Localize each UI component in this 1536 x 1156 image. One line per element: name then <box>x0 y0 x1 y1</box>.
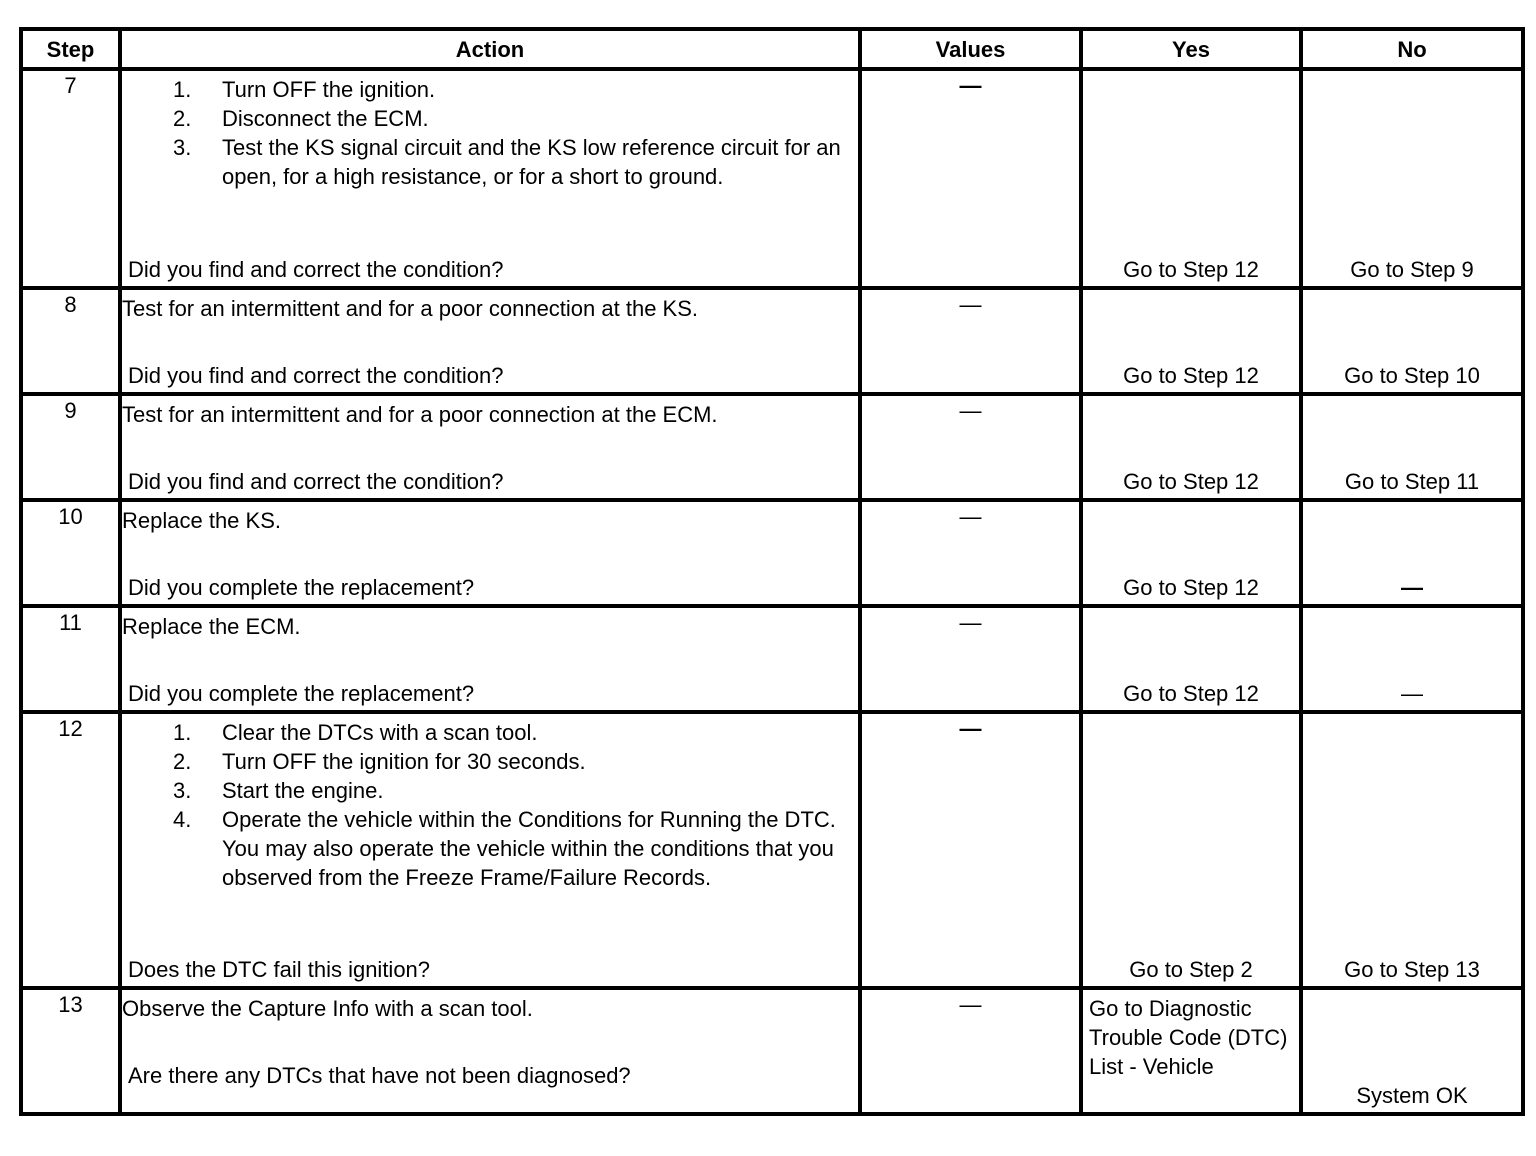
yes-cell <box>1081 606 1301 712</box>
no-cell <box>1301 988 1523 1114</box>
action-question: Does the DTC fail this ignition? <box>128 957 431 982</box>
no-link: System OK <box>1356 1083 1468 1108</box>
no-cell <box>1301 500 1523 606</box>
table-row <box>21 712 1523 988</box>
step-number: 12 <box>21 712 120 988</box>
header-step: Step <box>21 29 120 69</box>
step-number: 13 <box>21 988 120 1114</box>
yes-link: Go to Step 12 <box>1123 575 1259 600</box>
table-row <box>21 500 1523 606</box>
no-link: Go to Step 11 <box>1344 469 1480 494</box>
action-step-item: 2. Disconnect the ECM. <box>173 106 429 131</box>
action-question: Are there any DTCs that have not been diagnosed? <box>128 1063 631 1088</box>
action-steps-list <box>122 718 858 892</box>
action-cell <box>120 500 860 606</box>
action-question: Did you find and correct the condition? <box>128 469 504 494</box>
action-cell <box>120 288 860 394</box>
step-number: 8 <box>21 288 120 394</box>
action-step-item: 4. Operate the vehicle within the Conditions for Running the DTC. You may also operate the vehicle within the conditions that you observed from the Freeze Frame/Failure Records. <box>173 807 836 890</box>
no-cell <box>1301 712 1523 988</box>
step-number: 11 <box>21 606 120 712</box>
step-number: 7 <box>21 69 120 288</box>
action-text: Replace the KS. <box>122 508 281 533</box>
header-row <box>21 29 1523 69</box>
no-cell <box>1301 606 1523 712</box>
action-text: Observe the Capture Info with a scan tool. <box>122 996 533 1021</box>
values-cell: — <box>860 500 1081 606</box>
no-link: Go to Step 9 <box>1350 257 1474 282</box>
yes-link: Go to Step 12 <box>1123 257 1259 282</box>
action-cell <box>120 712 860 988</box>
table-row <box>21 288 1523 394</box>
action-question: Did you find and correct the condition? <box>128 363 504 388</box>
values-cell: — <box>860 69 1081 288</box>
values-cell: — <box>860 712 1081 988</box>
step-number: 10 <box>21 500 120 606</box>
yes-cell <box>1081 394 1301 500</box>
action-cell <box>120 394 860 500</box>
action-cell <box>120 988 860 1114</box>
header-yes: Yes <box>1081 29 1301 69</box>
yes-cell <box>1081 288 1301 394</box>
yes-cell <box>1081 712 1301 988</box>
yes-link: Go to Diagnostic Trouble Code (DTC) List - Vehicle <box>1089 996 1288 1079</box>
values-cell: — <box>860 988 1081 1114</box>
yes-link: Go to Step 12 <box>1123 363 1259 388</box>
step-number: 9 <box>21 394 120 500</box>
action-step-item: 3. Test the KS signal circuit and the KS low reference circuit for an open, for a high resistance, or for a short to ground. <box>173 135 841 189</box>
no-link: — <box>1401 681 1423 706</box>
yes-link: Go to Step 12 <box>1123 469 1259 494</box>
table-row <box>21 988 1523 1114</box>
yes-cell <box>1081 69 1301 288</box>
yes-link: Go to Step 2 <box>1129 957 1253 982</box>
table-row <box>21 69 1523 288</box>
action-step-item: 2. Turn OFF the ignition for 30 seconds. <box>173 749 586 774</box>
action-question: Did you complete the replacement? <box>128 575 475 600</box>
action-text: Test for an intermittent and for a poor connection at the ECM. <box>122 402 718 427</box>
values-cell: — <box>860 288 1081 394</box>
no-link: — <box>1401 575 1423 600</box>
yes-cell <box>1081 500 1301 606</box>
action-question: Did you complete the replacement? <box>128 681 475 706</box>
values-cell: — <box>860 606 1081 712</box>
no-link: Go to Step 10 <box>1344 363 1480 388</box>
action-step-item: 1. Clear the DTCs with a scan tool. <box>173 720 538 745</box>
action-cell <box>120 606 860 712</box>
no-link: Go to Step 13 <box>1344 957 1480 982</box>
no-cell <box>1301 394 1523 500</box>
table-row <box>21 394 1523 500</box>
table-row <box>21 606 1523 712</box>
action-step-item: 3. Start the engine. <box>173 778 384 803</box>
action-question: Did you find and correct the condition? <box>128 257 504 282</box>
no-cell <box>1301 288 1523 394</box>
yes-link: Go to Step 12 <box>1123 681 1259 706</box>
action-steps-list <box>122 75 858 191</box>
header-no: No <box>1301 29 1523 69</box>
action-step-item: 1. Turn OFF the ignition. <box>173 77 436 102</box>
header-values: Values <box>860 29 1081 69</box>
diagnostic-table <box>19 27 1525 1116</box>
no-cell <box>1301 69 1523 288</box>
action-text: Replace the ECM. <box>122 614 301 639</box>
yes-cell <box>1081 988 1301 1114</box>
header-action: Action <box>120 29 860 69</box>
action-cell <box>120 69 860 288</box>
action-text: Test for an intermittent and for a poor connection at the KS. <box>122 296 698 321</box>
values-cell: — <box>860 394 1081 500</box>
